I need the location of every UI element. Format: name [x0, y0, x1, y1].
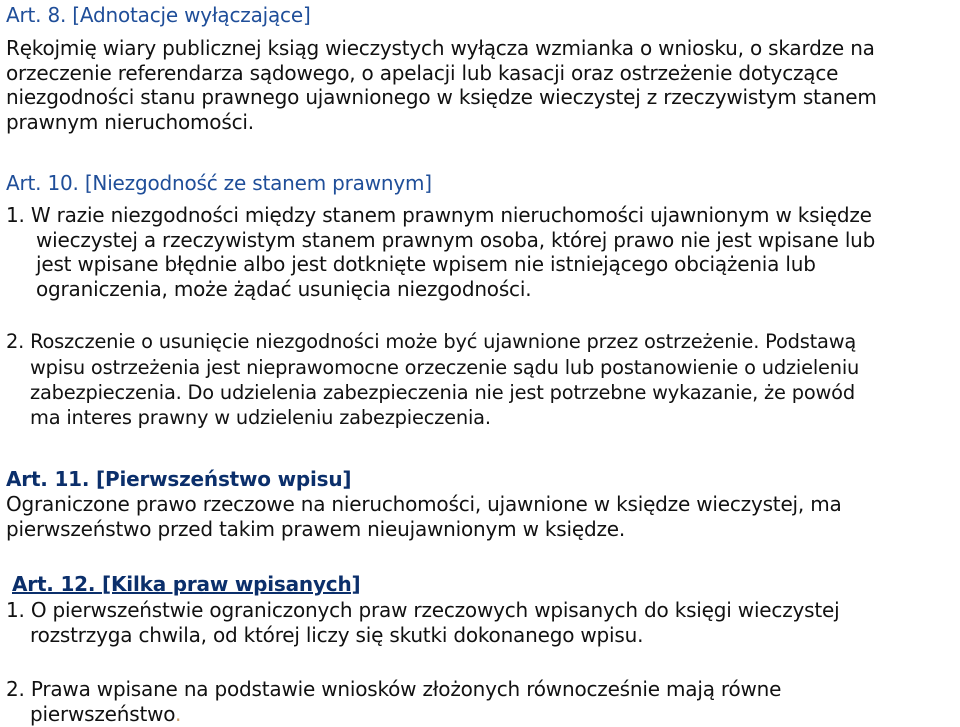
art12-p2-line-1: 2. Prawa wpisane na podstawie wniosków złożonych równocześnie mają równe: [6, 677, 782, 701]
art12-p2-line-2: [30, 702, 181, 726]
art10-heading: Art. 10. [Niezgodność ze stanem prawnym]: [6, 171, 432, 195]
art8-line-1: Rękojmię wiary publicznej ksiąg wieczystych wyłącza wzmianka o wniosku, o skardze na: [6, 36, 875, 60]
art12-p2-line-2-text: pierwszeństwo: [30, 702, 175, 726]
art10-p2-line-1: 2. Roszczenie o usunięcie niezgodności może być ujawnione przez ostrzeżenie. Podstawą: [6, 330, 857, 353]
art10-p1-line-4: ograniczenia, może żądać usunięcia niezgodności.: [36, 277, 532, 301]
art12-p2-final-period: .: [174, 702, 182, 726]
art10-p2-line-4: ma interes prawny w udzieleniu zabezpieczenia.: [30, 406, 491, 429]
art11-heading: Art. 11. [Pierwszeństwo wpisu]: [6, 467, 352, 491]
art8-line-4: prawnym nieruchomości.: [6, 110, 254, 134]
art10-p1-line-1: 1. W razie niezgodności między stanem prawnym nieruchomości ujawnionym w księdze: [6, 203, 872, 227]
art11-line-2: pierwszeństwo przed takim prawem nieujawnionym w księdze.: [6, 517, 626, 541]
art10-p2-line-3: zabezpieczenia. Do udzielenia zabezpieczenia nie jest potrzebne wykazanie, że powód: [30, 381, 855, 404]
art8-line-3: niezgodności stanu prawnego ujawnionego w księdze wieczystej z rzeczywistym stanem: [6, 85, 877, 109]
art8-heading: Art. 8. [Adnotacje wyłączające]: [6, 3, 311, 27]
art11-line-1: Ograniczone prawo rzeczowe na nieruchomości, ujawnione w księdze wieczystej, ma: [6, 492, 842, 516]
art12-p1-line-2: rozstrzyga chwila, od której liczy się skutki dokonanego wpisu.: [30, 623, 644, 647]
art12-p1-line-1: 1. O pierwszeństwie ograniczonych praw rzeczowych wpisanych do księgi wieczystej: [6, 598, 840, 622]
art10-p1-line-2: wieczystej a rzeczywistym stanem prawnym osoba, której prawo nie jest wpisane lub: [36, 228, 876, 252]
art10-p2-line-2: wpisu ostrzeżenia jest nieprawomocne orzeczenie sądu lub postanowienie o udzieleniu: [30, 356, 860, 379]
art12-heading: Art. 12. [Kilka praw wpisanych]: [12, 572, 361, 596]
art8-line-2: orzeczenie referendarza sądowego, o apelacji lub kasacji oraz ostrzeżenie dotyczące: [6, 61, 839, 85]
art10-p1-line-3: jest wpisane błędnie albo jest dotknięte wpisem nie istniejącego obciążenia lub: [36, 252, 816, 276]
